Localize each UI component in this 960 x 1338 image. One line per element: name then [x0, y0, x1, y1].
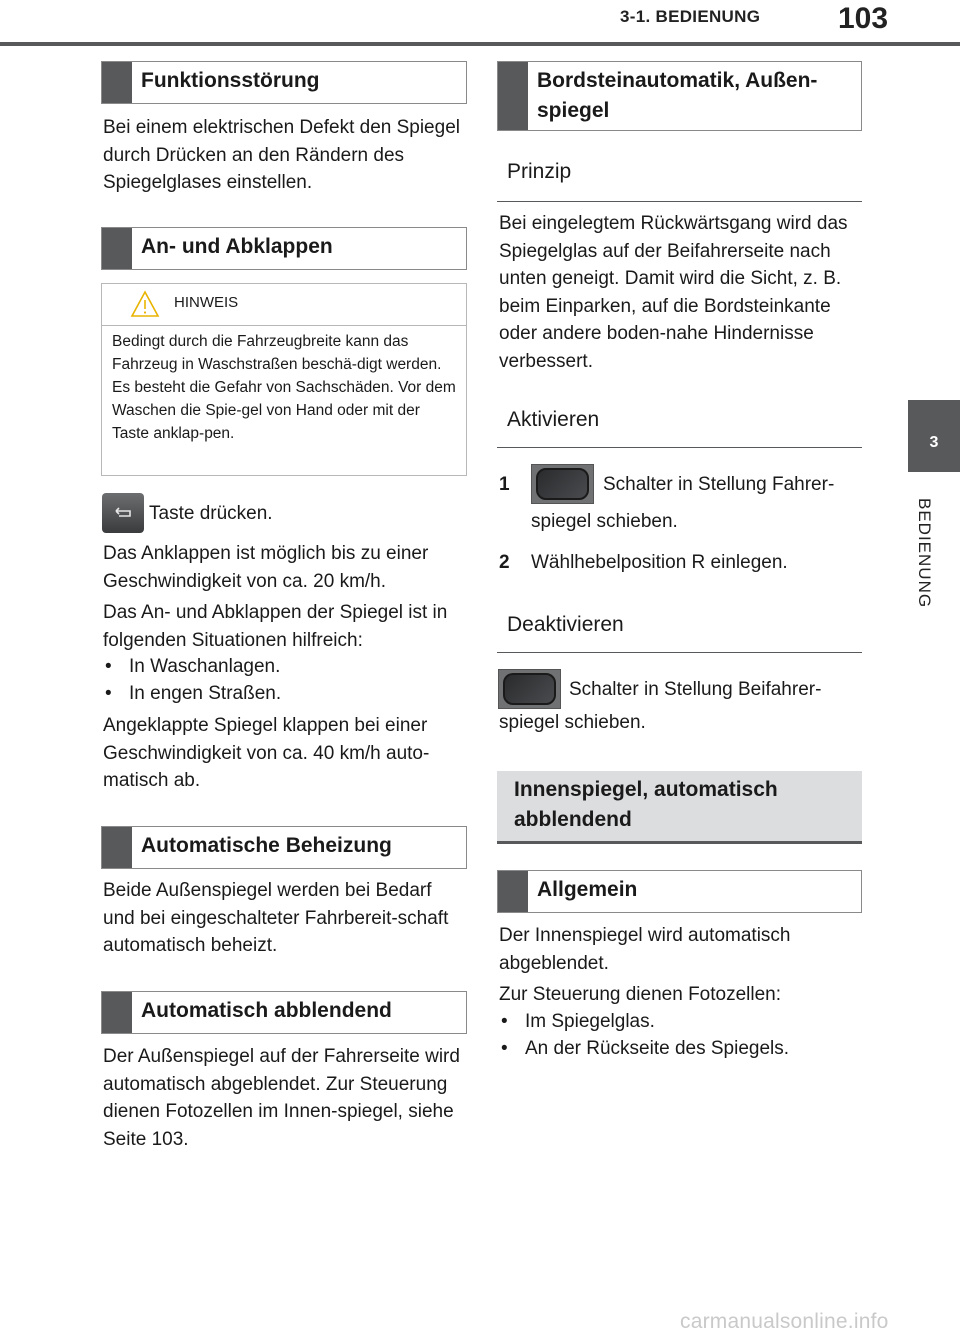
paragraph-beheizung: Beide Außenspiegel werden bei Bedarf und bei eingeschalteter Fahrbereit-schaft automatisch beheizt.	[103, 880, 449, 956]
subheading-aktivieren: Aktivieren	[497, 408, 862, 448]
deaktivieren-text-continued: spiegel schieben.	[499, 712, 646, 733]
bullet-text: An der Rückseite des Spiegels.	[525, 1038, 790, 1059]
bullet-mark: •	[105, 656, 112, 677]
page-number: 103	[838, 2, 889, 35]
heading-text: Innenspiegel, automatisch abblendend	[514, 778, 778, 831]
notice-header	[102, 284, 466, 326]
heading-bar	[102, 827, 132, 868]
step-number: 2	[499, 552, 510, 573]
paragraph-automatisch-ab: Angeklappte Spiegel klappen bei einer Geschwindigkeit von ca. 40 km/h auto-matisch ab.	[103, 715, 430, 791]
heading-bar	[498, 871, 528, 912]
heading-text: An- und Abklappen	[141, 235, 333, 258]
heading-innenspiegel	[497, 771, 862, 844]
step-number: 1	[499, 474, 510, 495]
mirror-switch-icon	[531, 464, 594, 504]
paragraph-situationen: Das An- und Abklappen der Spiegel ist in folgenden Situationen hilfreich:	[103, 602, 448, 651]
mirror-switch-icon	[498, 669, 561, 709]
heading-text: Bordsteinautomatik, Außen-spiegel	[537, 69, 818, 122]
watermark: carmanualsonline.info	[680, 1310, 889, 1333]
bullet-text: In engen Straßen.	[129, 683, 282, 704]
bullet-text: In Waschanlagen.	[129, 656, 281, 677]
notice-title: HINWEIS	[174, 294, 239, 311]
step-text: Schalter in Stellung Fahrer-	[603, 474, 835, 495]
notice-box	[101, 283, 467, 476]
step-text-continued: spiegel schieben.	[531, 511, 678, 532]
paragraph-innenspiegel: Der Innenspiegel wird automatisch abgeblendet.	[499, 925, 791, 974]
heading-bar	[102, 228, 132, 269]
bullet-item	[499, 1035, 859, 1063]
heading-text: Automatische Beheizung	[141, 834, 392, 857]
heading-an-abklappen	[101, 227, 467, 270]
header-rule	[0, 42, 960, 46]
bullet-text: Im Spiegelglas.	[525, 1011, 655, 1032]
mirror-fold-button-icon	[102, 493, 144, 533]
bullet-item	[103, 680, 463, 708]
heading-bar	[102, 992, 132, 1033]
heading-automatische-beheizung	[101, 826, 467, 869]
heading-allgemein	[497, 870, 862, 913]
heading-text: Allgemein	[537, 878, 638, 901]
chapter-tab: 3	[908, 400, 960, 472]
bullet-item	[499, 1008, 859, 1036]
subheading-prinzip: Prinzip	[497, 160, 862, 202]
deaktivieren-text: Schalter in Stellung Beifahrer-	[569, 679, 822, 700]
subheading-deaktivieren: Deaktivieren	[497, 613, 862, 653]
chapter-title: 3-1. BEDIENUNG	[620, 7, 761, 26]
notice-text: Bedingt durch die Fahrzeugbreite kann das Fahrzeug in Waschstraßen beschä-digt werden. Es besteht die Gefahr von Sachschäden. Vor dem Waschen die Spie-gel von Hand oder mit der Taste anklap-pen.	[112, 333, 456, 442]
heading-bar	[498, 62, 528, 130]
bullet-item	[103, 653, 463, 681]
chapter-side-label: BEDIENUNG	[915, 498, 934, 609]
step-text: Wählhebelposition R einlegen.	[531, 552, 788, 573]
warning-triangle-icon	[130, 290, 160, 318]
paragraph-aussenspiegel-abblendend: Der Außenspiegel auf der Fahrerseite wird automatisch abgeblendet. Zur Steuerung dienen Fotozellen im Innen-spiegel, siehe Seite 103.	[103, 1046, 460, 1150]
paragraph-anklappen-geschwindigkeit: Das Anklappen ist möglich bis zu einer Geschwindigkeit von ca. 20 km/h.	[103, 543, 429, 592]
paragraph-prinzip: Bei eingelegtem Rückwärtsgang wird das Spiegelglas auf der Beifahrerseite nach unten geneigt. Damit wird die Sicht, z. B. beim Einparken, auf die Bordsteinkante oder andere boden-nahe Hindernisse verbessert.	[499, 213, 848, 372]
heading-funktionsstoerung	[101, 61, 467, 104]
heading-bar	[102, 62, 132, 103]
heading-bordsteinautomatik	[497, 61, 862, 131]
bullet-mark: •	[501, 1011, 508, 1032]
taste-druecken-text: Taste drücken.	[149, 503, 273, 524]
heading-automatisch-abblendend	[101, 991, 467, 1034]
bullet-mark: •	[501, 1038, 508, 1059]
heading-text: Automatisch abblendend	[141, 999, 392, 1022]
paragraph-fotozellen: Zur Steuerung dienen Fotozellen:	[499, 984, 782, 1005]
heading-text: Funktionsstörung	[141, 69, 320, 92]
paragraph-defekt: Bei einem elektrischen Defekt den Spiegel durch Drücken an den Rändern des Spiegelglases einstellen.	[103, 117, 460, 193]
bullet-mark: •	[105, 683, 112, 704]
